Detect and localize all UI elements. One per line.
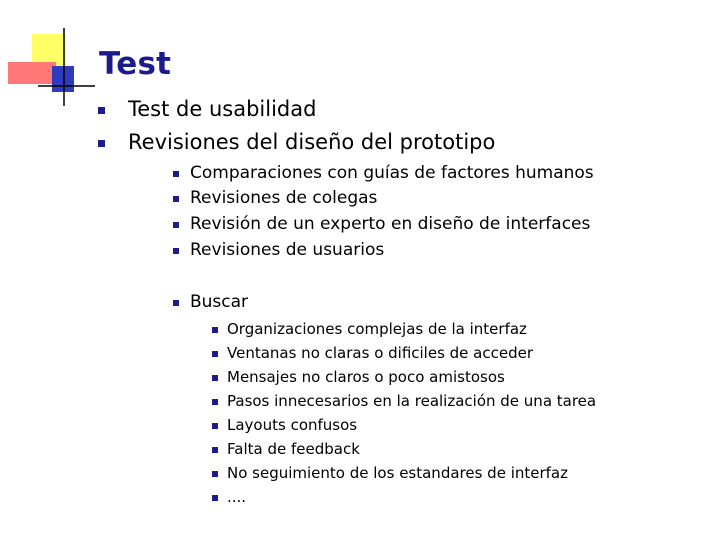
sub-sub-bullet-item: [227, 440, 360, 458]
sub-sub-bullet-text: Falta de feedback: [227, 440, 360, 458]
square-bullet-icon: [173, 171, 179, 177]
sub-bullet-text: Revisiones de usuarios: [190, 240, 385, 260]
logo-blue-square: [52, 66, 74, 92]
logo-pink-bar: [8, 62, 56, 84]
bullet-text: Revisiones del diseño del prototipo: [128, 130, 496, 154]
logo-graphic: [0, 0, 110, 110]
square-bullet-icon: [212, 423, 218, 429]
sub-bullet-item: [190, 214, 590, 234]
square-bullet-icon: [173, 300, 179, 306]
sub-bullet-text: Comparaciones con guías de factores humanos: [190, 163, 594, 183]
sub-bullet-text: Buscar: [190, 292, 249, 312]
bullet-item: [128, 97, 316, 121]
sub-bullet-item: [190, 163, 594, 183]
square-bullet-icon: [212, 375, 218, 381]
sub-sub-bullet-item: [227, 464, 568, 482]
square-bullet-icon: [212, 351, 218, 357]
square-bullet-icon: [212, 471, 218, 477]
sub-sub-bullet-item: [227, 344, 533, 362]
sub-sub-bullet-text: Mensajes no claros o poco amistosos: [227, 368, 505, 386]
sub-bullet-text: Revisión de un experto en diseño de interfaces: [190, 214, 591, 234]
sub-sub-bullet-item: [227, 488, 246, 506]
sub-sub-bullet-text: Pasos innecesarios en la realización de una tarea: [227, 392, 597, 410]
square-bullet-icon: [98, 107, 105, 114]
sub-bullet-item: [190, 188, 377, 208]
square-bullet-icon: [212, 399, 218, 405]
sub-bullet-text: Revisiones de colegas: [190, 188, 378, 208]
square-bullet-icon: [98, 140, 105, 147]
square-bullet-icon: [212, 327, 218, 333]
sub-bullet-item: [190, 240, 384, 260]
bullet-text: Test de usabilidad: [128, 97, 317, 121]
square-bullet-icon: [212, 495, 218, 501]
bullet-item: [128, 130, 495, 154]
sub-sub-bullet-item: [227, 368, 505, 386]
square-bullet-icon: [173, 222, 179, 228]
sub-sub-bullet-text: No seguimiento de los estandares de interfaz: [227, 464, 568, 482]
sub-sub-bullet-text: Organizaciones complejas de la interfaz: [227, 320, 527, 338]
sub-sub-bullet-text: ....: [227, 488, 247, 506]
sub-sub-bullet-text: Layouts confusos: [227, 416, 358, 434]
square-bullet-icon: [173, 248, 179, 254]
square-bullet-icon: [212, 447, 218, 453]
sub-sub-bullet-item: [227, 416, 357, 434]
sub-bullet-item: [190, 292, 248, 312]
slide-title: Test: [99, 46, 172, 82]
square-bullet-icon: [173, 196, 179, 202]
sub-sub-bullet-item: [227, 392, 596, 410]
sub-sub-bullet-item: [227, 320, 527, 338]
sub-sub-bullet-text: Ventanas no claras o dificiles de acceder: [227, 344, 534, 362]
